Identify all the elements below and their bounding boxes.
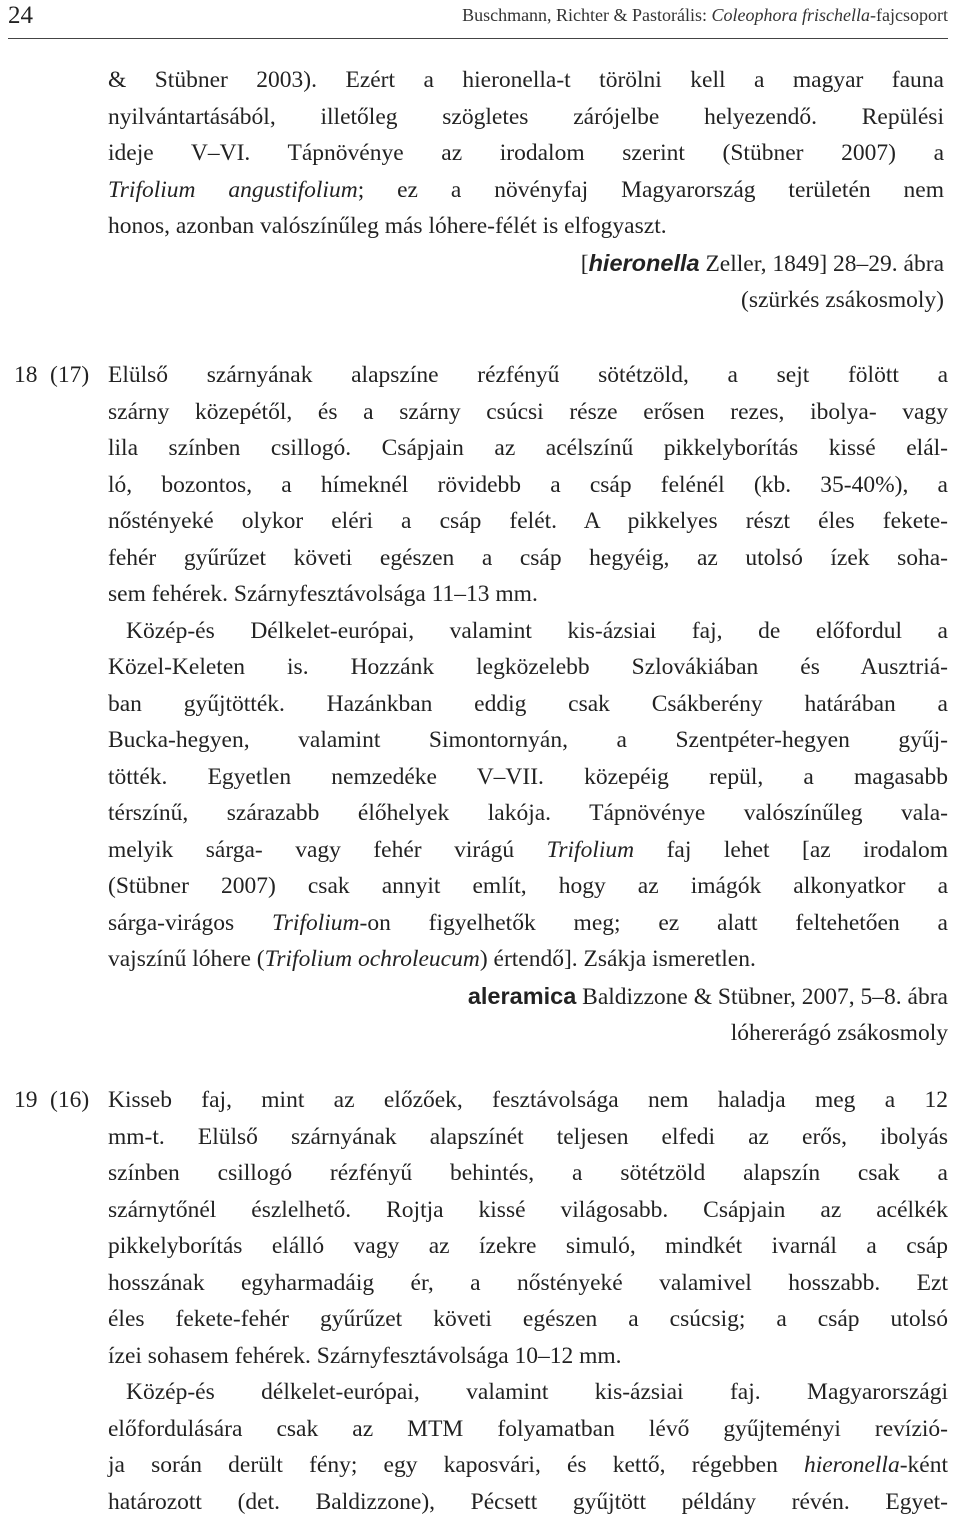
text-line: előfordulására csak az MTM folyamatban lévő gyűjteményi revízió-: [108, 1411, 948, 1448]
taxon-author: Zeller, 1849] 28–29. ábra: [700, 251, 944, 277]
text-line: határozott (det. Baldizzone), Pécsett gyűjtött példány révén. Egyet-: [108, 1484, 948, 1520]
text-line: lila színben csillogó. Csápjain az acélszínű pikkelyborítás kissé elál-: [108, 430, 948, 467]
page-number: 24: [8, 2, 33, 30]
text-line: nőstényeké olykor eléri a csáp felét. A pikkelyes részt éles fekete-: [108, 503, 948, 540]
text-line: (Stübner 2007) csak annyit említ, hogy az imágók alkonyatkor a: [108, 868, 948, 905]
text-line: térszínű, szárazabb élőhelyek lakója. Tápnövénye valószínűleg vala-: [108, 795, 948, 832]
text-line: ban gyűjtötték. Hazánkban eddig csak Csákberény határában a: [108, 686, 948, 723]
continuation-paragraph: [108, 62, 944, 319]
text-line: Bucka-hegyen, valamint Simontornyán, a Szentpéter-hegyen gyűj-: [108, 722, 948, 759]
text-line: ja során derült fény; egy kaposvári, és kettő, régebben hieronella-ként: [108, 1447, 948, 1484]
text-line: fehér gyűrűzet követi egészen a csáp hegyéig, az utolsó ízek soha-: [108, 540, 948, 577]
text-line: ízei sohasem fehérek. Szárnyfesztávolsága 10–12 mm.: [108, 1338, 948, 1375]
taxon-heading: [hieronella Zeller, 1849] 28–29. ábra: [108, 245, 944, 283]
running-head-suffix: -fajcsoport: [870, 5, 948, 25]
page-header: [8, 0, 948, 39]
text-line: Kisseb faj, mint az előzőek, fesztávolsága nem haladja meg a 12: [108, 1082, 948, 1119]
taxon-heading: [108, 978, 948, 1016]
common-name: (szürkés zsákosmoly): [108, 282, 944, 319]
species-name: hieronella: [804, 1452, 900, 1478]
text-line: sem fehérek. Szárnyfesztávolsága 11–13 mm.: [108, 576, 948, 613]
text-line: éles fekete-fehér gyűrűzet követi egészen a csúcsig; a csáp utolsó: [108, 1301, 948, 1338]
text-line: Közép-és Délkelet-európai, valamint kis-ázsiai faj, de előfordul a: [108, 613, 948, 650]
entry-reference: (16): [50, 1082, 89, 1119]
taxon-name: aleramica: [468, 983, 576, 1009]
text-line: sárga-virágos Trifolium-on figyelhetők meg; ez alatt feltehetően a: [108, 905, 948, 942]
entry-number: 19: [14, 1082, 38, 1119]
text-line: pikkelyborítás elálló vagy az ízekre simuló, mindkét ivarnál a csáp: [108, 1228, 948, 1265]
running-head: [462, 5, 948, 26]
text-line: mm-t. Elülső szárnyának alapszínét teljesen elfedi az erős, ibolyás: [108, 1119, 948, 1156]
entry-reference: (17): [50, 357, 89, 394]
text-line: & Stübner 2003). Ezért a hieronella-t törölni kell a magyar fauna: [108, 62, 944, 99]
text-line: hosszának egyharmadáig ér, a nőstényeké valamivel hosszabb. Ezt: [108, 1265, 948, 1302]
text-line: nyilvántartásából, illetőleg szögletes zárójelbe helyezendő. Repülési: [108, 99, 944, 136]
text-line: tötték. Egyetlen nemzedéke V–VII. közepéig repül, a magasabb: [108, 759, 948, 796]
entry-number: 18: [14, 357, 38, 394]
text-line: melyik sárga- vagy fehér virágú Trifolium faj lehet [az irodalom: [108, 832, 948, 869]
species-name: Trifolium ochroleucum: [265, 946, 480, 972]
text-line: színben csillogó rézfényű behintés, a sötétzöld alapszín csak a: [108, 1155, 948, 1192]
genus-name: Trifolium: [272, 910, 360, 936]
taxon-author: Baldizzone & Stübner, 2007, 5–8. ábra: [576, 984, 948, 1010]
text-line: Elülső szárnyának alapszíne rézfényű sötétzöld, a sejt fölött a: [108, 357, 948, 394]
text-line: Közép-és délkelet-európai, valamint kis-ázsiai faj. Magyarországi: [108, 1374, 948, 1411]
text-line: Trifolium angustifolium; ez a növényfaj Magyarország területén nem: [108, 172, 944, 209]
genus-name: Trifolium: [547, 837, 635, 863]
text-line: vajszínű lóhere (Trifolium ochroleucum) értendő]. Zsákja ismeretlen.: [108, 941, 948, 978]
running-head-species: Coleophora frischella: [712, 5, 871, 25]
text-line: szárnytőnél észlelhető. Rojtja kissé világosabb. Csápjain az acélkék: [108, 1192, 948, 1229]
entry-body: [108, 1082, 948, 1520]
running-head-authors: Buschmann, Richter & Pastorális:: [462, 5, 711, 25]
text-line: ló, bozontos, a hímeknél rövidebb a csáp felénél (kb. 35-40%), a: [108, 467, 948, 504]
text-line: Közel-Keleten is. Hozzánk legközelebb Szlovákiában és Ausztriá-: [108, 649, 948, 686]
entry-body: [108, 357, 948, 1052]
text-line: szárny közepétől, és a szárny csúcsi része erősen rezes, ibolya- vagy: [108, 394, 948, 431]
taxon-name: hieronella: [589, 250, 700, 276]
common-name: lóhererágó zsákosmoly: [108, 1015, 948, 1052]
text-line: ideje V–VI. Tápnövénye az irodalom szerint (Stübner 2007) a: [108, 135, 944, 172]
species-name: Trifolium angustifolium: [108, 177, 358, 203]
text-line: honos, azonban valószínűleg más lóhere-félét is elfogyaszt.: [108, 208, 944, 245]
